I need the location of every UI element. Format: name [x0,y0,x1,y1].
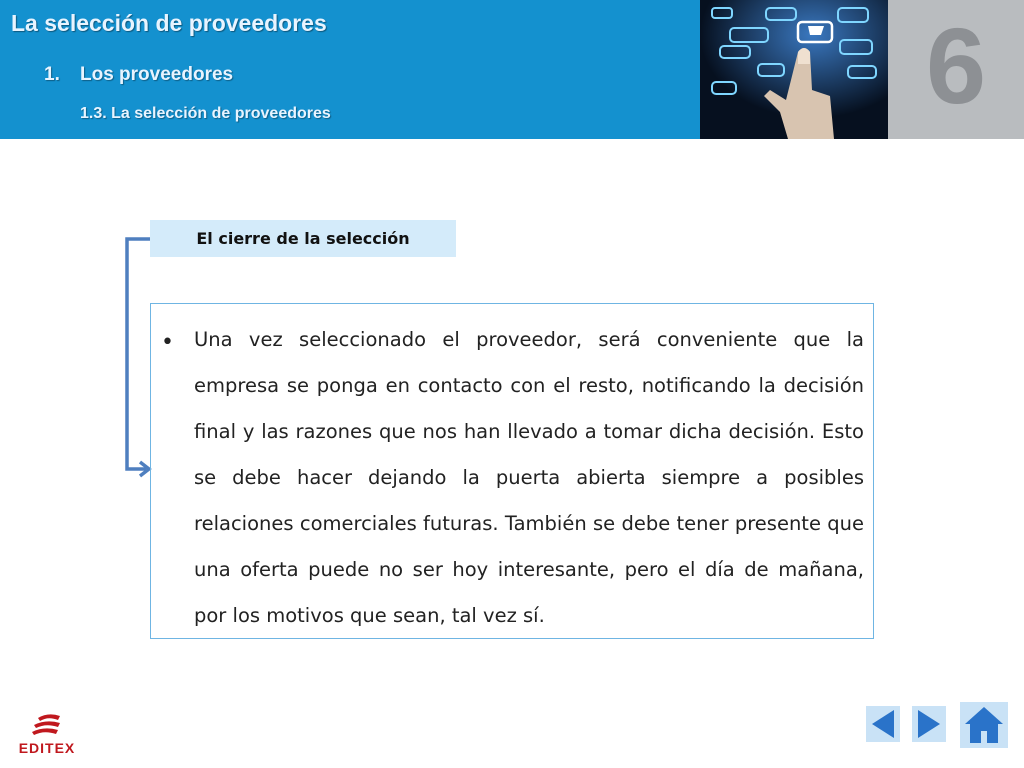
section-tag: El cierre de la selección [150,220,456,257]
subsection-heading: 1.3. La selección de proveedores [80,105,331,122]
touch-screen-illustration [700,0,888,139]
section-title: Los proveedores [80,64,234,85]
chapter-number: 6 [925,5,987,126]
header-banner [0,0,700,139]
home-button[interactable] [960,702,1008,748]
section-number: 1. [44,64,60,85]
section-heading [44,64,233,86]
editex-logo [12,712,82,762]
page-title: La selección de proveedores [11,10,327,36]
bullet-marker: • [161,330,174,355]
content-box [150,303,874,639]
bullet-text: Una vez seleccionado el proveedor, será conveniente que la empresa se ponga en contacto con el resto, notificando la decisión final y las razones que nos han llevado a tomar dicha decisión. Esto se debe hacer dejando la puerta abierta siempre a posibles relaciones comerciales futuras. También se debe tener presente que una oferta puede no ser hoy interesante, pero el día de mañana, por los motivos que sean, tal vez sí. [194,328,864,627]
logo-text: EDITEX [18,740,76,756]
arrow-left-icon [866,706,900,742]
arrow-right-icon [912,706,946,742]
previous-button[interactable] [866,706,900,742]
connector-arrow [118,228,152,478]
editex-logo-icon [12,712,82,742]
next-button[interactable] [912,706,946,742]
chapter-block [888,0,1024,139]
home-icon [960,702,1008,748]
touch-screen-photo [700,0,888,139]
